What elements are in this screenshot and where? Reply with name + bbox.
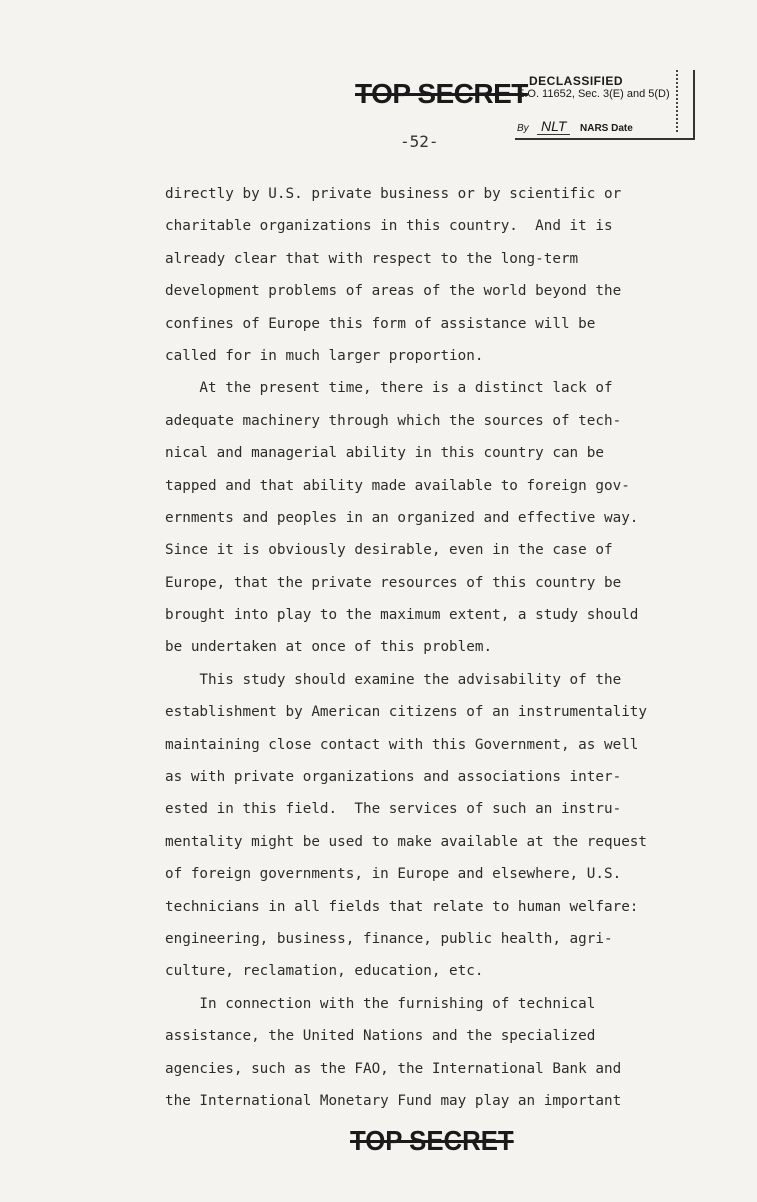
declassified-by-signature: NLT <box>537 118 570 135</box>
top-secret-stamp: TOP SECRET <box>355 78 528 109</box>
bottom-top-secret-stamp: TOP SECRET <box>350 1125 514 1156</box>
body-line: engineering, business, finance, public health, agri- <box>165 930 613 947</box>
body-line: This study should examine the advisability of the <box>165 671 622 688</box>
body-line: directly by U.S. private business or by scientific or <box>165 186 622 202</box>
body-line: nical and managerial ability in this country can be <box>165 445 604 462</box>
body-line: At the present time, there is a distinct lack of <box>165 380 613 397</box>
body-line: establishment by American citizens of an instrumentality <box>165 704 648 721</box>
declassified-title: DECLASSIFIED <box>529 74 624 88</box>
body-line: culture, reclamation, education, etc. <box>165 963 484 980</box>
declassified-date-label: NARS Date <box>580 123 633 134</box>
margin-marks <box>676 70 690 132</box>
body-line: already clear that with respect to the long-term <box>165 250 579 267</box>
body-text <box>165 178 685 1117</box>
body-line: charitable organizations in this country. And it is <box>165 218 613 235</box>
body-line: Europe, that the private resources of this country be <box>165 574 622 591</box>
body-line: technicians in all fields that relate to human welfare: <box>165 898 639 915</box>
body-line: be undertaken at once of this problem. <box>165 639 493 656</box>
body-line: agencies, such as the FAO, the International Bank and <box>165 1060 622 1077</box>
body-line: confines of Europe this form of assistance will be <box>165 315 596 332</box>
declassified-authority: E.O. 11652, Sec. 3(E) and 5(D) <box>517 88 670 100</box>
body-line: tapped and that ability made available to foreign gov- <box>165 477 630 494</box>
body-line: maintaining close contact with this Government, as well <box>165 736 639 753</box>
body-line: mentality might be used to make available at the request <box>165 833 648 850</box>
body-line: development problems of areas of the world beyond the <box>165 283 622 300</box>
page-number: -52- <box>400 132 439 151</box>
body-line: ested in this field. The services of such an instru- <box>165 801 622 818</box>
body-line: In connection with the furnishing of technical <box>165 995 596 1012</box>
body-line: called for in much larger proportion. <box>165 347 484 364</box>
body-line: as with private organizations and associations inter- <box>165 769 622 786</box>
body-line: Since it is obviously desirable, even in the case of <box>165 542 613 559</box>
declassified-stamp <box>515 70 695 140</box>
body-line: assistance, the United Nations and the specialized <box>165 1028 596 1045</box>
body-line: brought into play to the maximum extent, a study should <box>165 607 639 624</box>
body-line: of foreign governments, in Europe and elsewhere, U.S. <box>165 866 622 883</box>
body-line: adequate machinery through which the sources of tech- <box>165 412 622 429</box>
body-line: the International Monetary Fund may play an important <box>165 1092 622 1109</box>
body-line: ernments and peoples in an organized and effective way. <box>165 509 639 526</box>
declassified-by-label: By <box>517 123 529 134</box>
